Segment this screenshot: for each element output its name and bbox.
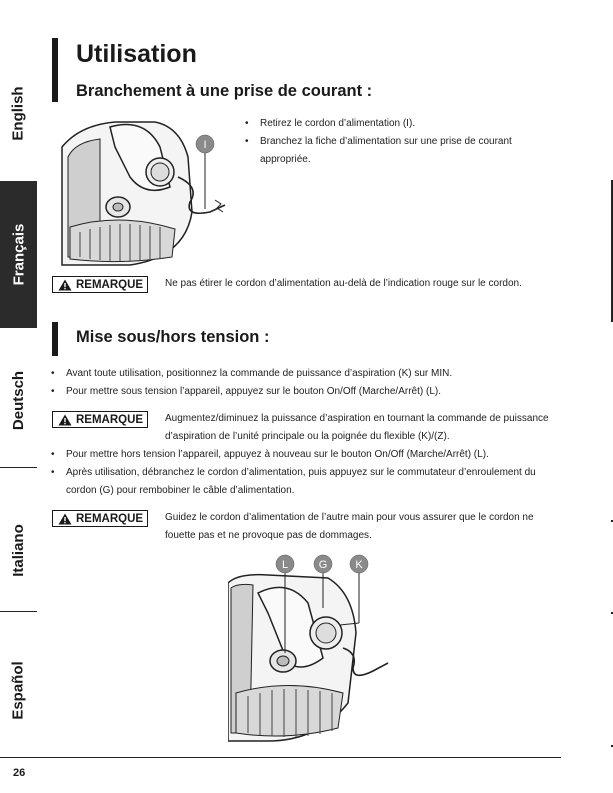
warning-triangle-icon [58, 513, 72, 525]
warning-triangle-icon [58, 414, 72, 426]
page-number: 26 [13, 767, 26, 779]
callout-l: L [281, 559, 289, 571]
rail-divider [0, 467, 37, 468]
callout-g: G [318, 559, 328, 571]
list-item: • Après utilisation, débranchez le cordon d’alimentation, puis appuyez sur le commutateur d’enroulement du cordon (G) pour rembobiner le câble d’alimentation. [49, 464, 564, 500]
lang-tab-italiano[interactable] [0, 500, 37, 600]
power-switch-illustration [228, 553, 393, 743]
page-title: Utilisation [76, 40, 197, 68]
list-item: • Retirez le cordon d’alimentation (I). [243, 115, 533, 133]
title-bar [52, 38, 58, 102]
language-sidebar [0, 0, 37, 793]
callout-i: I [203, 139, 207, 151]
lang-label-italiano: Italiano [10, 523, 28, 577]
note-label: REMARQUE [76, 278, 144, 291]
note-label: REMARQUE [76, 512, 144, 525]
lang-tab-deutsch[interactable] [0, 350, 37, 450]
callout-k: K [355, 559, 363, 571]
lang-label-francais: Français [10, 223, 28, 286]
section2-bullets-a [49, 365, 564, 401]
lang-label-espanol: Español [10, 660, 28, 720]
list-item: • Pour mettre sous tension l’appareil, appuyez sur le bouton On/Off (Marche/Arrêt) (L). [49, 383, 564, 401]
section1-heading: Branchement à une prise de courant : [76, 82, 373, 100]
note-label: REMARQUE [76, 413, 144, 426]
lang-label-english: English [10, 85, 28, 141]
section1-bullets [243, 115, 533, 169]
power-cord-illustration [60, 117, 230, 267]
section2-bullets-b [49, 446, 564, 500]
warning-triangle-icon [58, 279, 72, 291]
note-text: Ne pas étirer le cordon d’alimentation au-delà de l’indication rouge sur le cordon. [165, 278, 522, 289]
lang-tab-francais[interactable] [0, 181, 37, 328]
list-item: • Branchez la fiche d’alimentation sur une prise de courant appropriée. [243, 133, 533, 169]
note-text: Guidez le cordon d’alimentation de l’autre main pour vous assurer que le cordon ne fouette pas et ne provoque pas de dommages. [165, 512, 534, 541]
rail-divider [0, 611, 37, 612]
section2-heading: Mise sous/hors tension : [76, 328, 270, 346]
section2-bar [52, 322, 58, 356]
list-item: • Avant toute utilisation, positionnez la commande de puissance d’aspiration (K) sur MIN. [49, 365, 564, 383]
footer-rule [0, 757, 561, 758]
note-badge [52, 510, 148, 527]
lang-tab-espanol[interactable] [0, 640, 37, 740]
lang-tab-english[interactable] [0, 68, 37, 158]
list-item: • Pour mettre hors tension l’appareil, appuyez à nouveau sur le bouton On/Off (Marche/Arrêt) (L). [49, 446, 564, 464]
lang-label-deutsch: Deutsch [10, 370, 27, 430]
note-text: Augmentez/diminuez la puissance d’aspiration en tournant la commande de puissance d’aspiration de l’unité principale ou la poignée du flexible (K)/(Z). [165, 413, 549, 442]
note-badge [52, 276, 148, 293]
note-badge [52, 411, 148, 428]
